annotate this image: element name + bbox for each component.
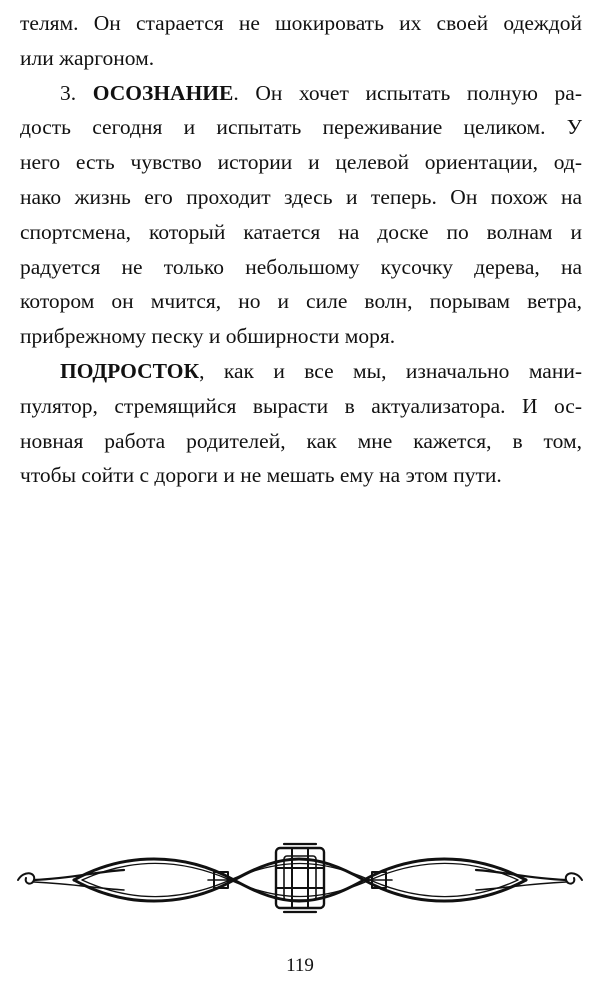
page-number: 119: [286, 955, 314, 976]
text-line-with-heading: [20, 354, 582, 389]
text-line: чтобы сойти с дороги и не мешать ему на этом пути.: [20, 463, 502, 488]
paragraph-teenager: [20, 354, 582, 493]
text-line: радуется не только небольшому кусочку дерева, на: [20, 254, 582, 279]
text-line-with-heading: [20, 76, 582, 111]
text-line: прибрежному песку и обширности моря.: [20, 324, 396, 349]
text-line: нако жизнь его проходит здесь и теперь. Он похож на: [20, 184, 582, 209]
text-line: новная работа родителей, как мне кажется, в том,: [20, 428, 582, 453]
text-line: телям. Он старается не шокировать их своей одеждой: [20, 11, 582, 35]
text-line: или жаргоном.: [20, 45, 155, 70]
celtic-knot-divider-icon: [14, 842, 586, 914]
text-line: пулятор, стремящийся вырасти в актуализатора. И ос-: [20, 393, 582, 418]
page-body: [20, 6, 582, 493]
section-heading: ПОДРОСТОК: [60, 358, 200, 383]
text-line: спортсмена, который катается на доске по волнам и: [20, 219, 582, 244]
text-fragment: , как и все мы, изначально мани-: [199, 358, 582, 383]
paragraph-intro: [20, 6, 582, 76]
text-line: него есть чувство истории и целевой ориентации, од-: [20, 150, 582, 175]
list-marker: 3.: [60, 80, 77, 105]
text-fragment: . Он хочет испытать полную ра-: [233, 80, 582, 105]
section-heading: ОСОЗНАНИЕ: [92, 80, 234, 105]
text-line: дость сегодня и испытать переживание целиком. У: [20, 115, 582, 140]
paragraph-awareness: [20, 76, 582, 354]
text-line: котором он мчится, но и силе волн, порывам ветра,: [20, 289, 582, 314]
